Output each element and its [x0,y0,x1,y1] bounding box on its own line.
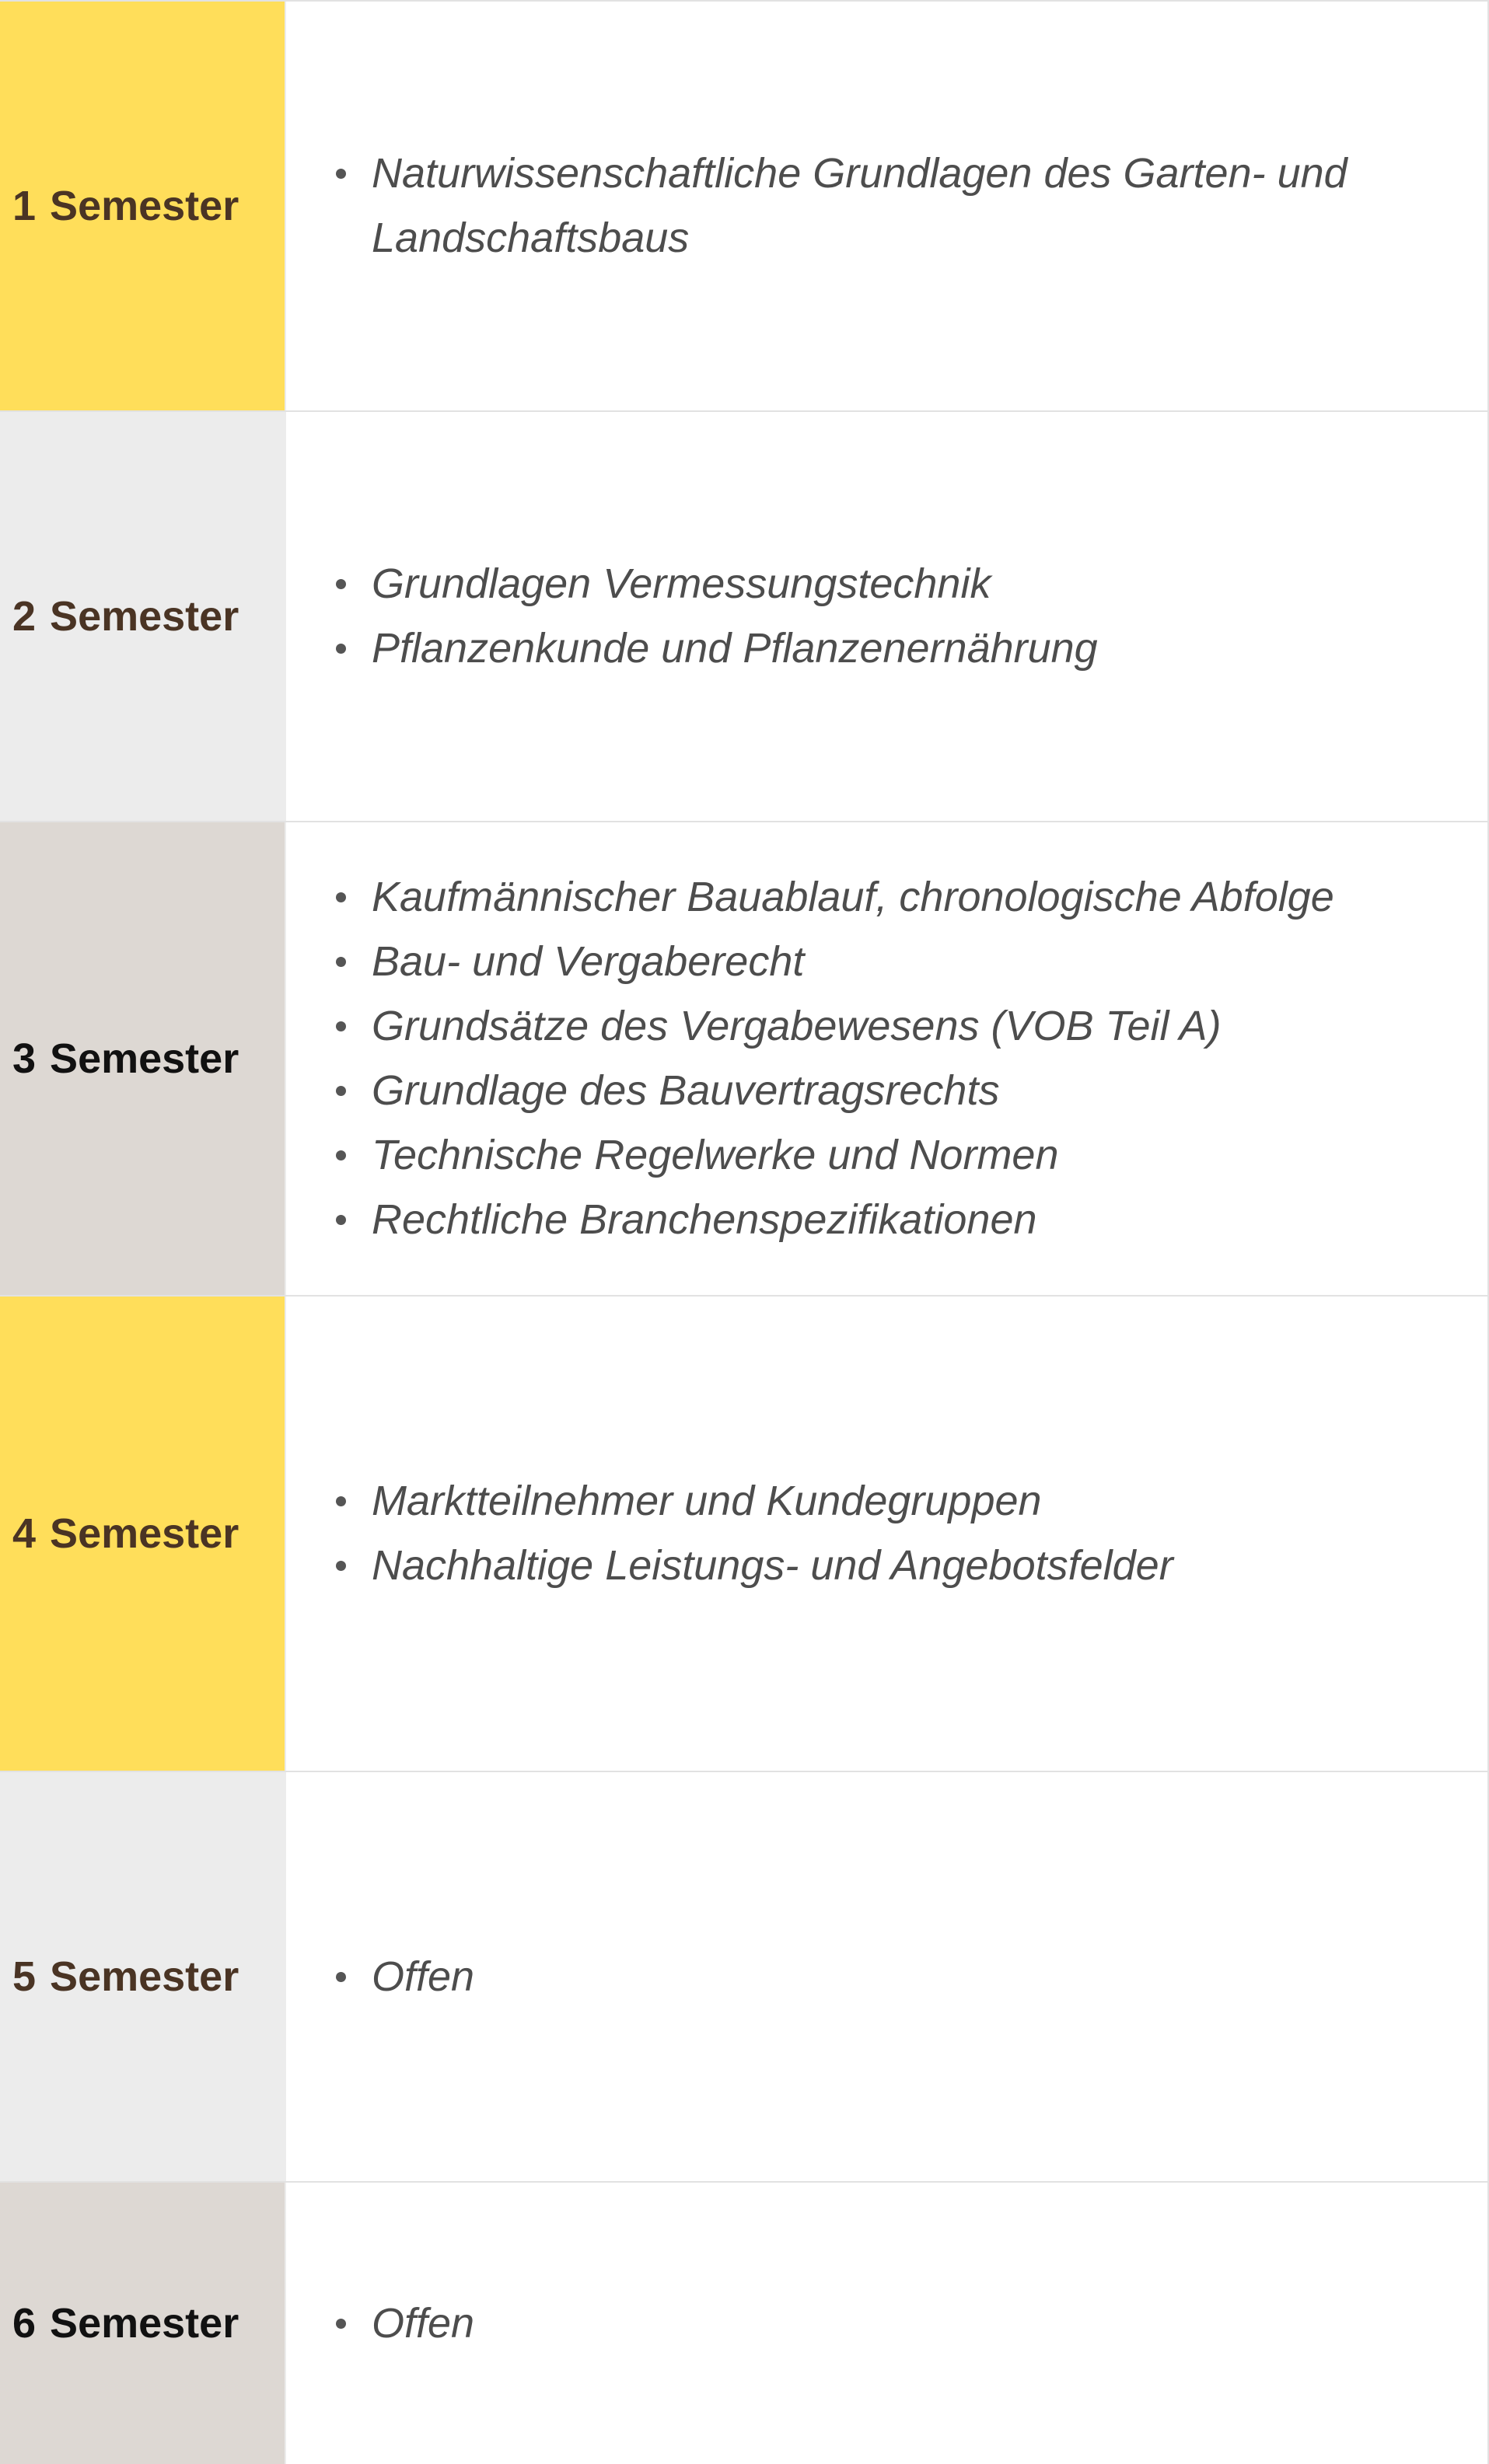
semester-label-4 [12,1509,239,1558]
semester-content-cell-5 [285,1772,1489,2181]
course-item: Marktteilnehmer und Kundegruppen [372,1469,1487,1534]
course-list-3 [286,865,1487,1252]
course-item: Rechtliche Branchenspezifikationen [372,1188,1487,1252]
semester-row-5 [0,1772,1489,2183]
semester-number: 1 [12,183,37,229]
course-item: Naturwissenschaftliche Grundlagen des Garten- und Landschaftsbaus [372,141,1487,270]
course-item: Bau- und Vergaberecht [372,930,1487,994]
semester-word: Semester [50,2300,239,2347]
course-item: Offen [372,2291,1487,2356]
course-list-5 [286,1945,1487,2009]
semester-content-cell-1 [285,2,1489,410]
semester-word: Semester [50,1953,239,2000]
course-item: Grundsätze des Vergabewesens (VOB Teil A) [372,994,1487,1059]
semester-label-3 [12,1035,239,1083]
semester-label-5 [12,1953,239,2001]
semester-number: 5 [12,1953,37,2000]
semester-number: 4 [12,1510,37,1557]
course-item: Pflanzenkunde und Pflanzenernährung [372,616,1487,681]
semester-content-cell-4 [285,1297,1489,1771]
semester-row-1 [0,2,1489,412]
semester-number: 6 [12,2300,37,2347]
course-item: Grundlage des Bauvertragsrechts [372,1059,1487,1123]
semester-content-cell-3 [285,822,1489,1295]
course-item: Offen [372,1945,1487,2009]
semester-number: 3 [12,1035,37,1082]
semester-number: 2 [12,593,37,640]
semester-row-3 [0,822,1489,1297]
semester-word: Semester [50,183,239,229]
semester-label-cell-6 [0,2183,285,2464]
semester-row-4 [0,1297,1489,1772]
semester-label-cell-4 [0,1297,285,1771]
semester-word: Semester [50,1035,239,1082]
course-item: Grundlagen Vermessungstechnik [372,552,1487,616]
semester-label-cell-3 [0,822,285,1295]
semester-row-6 [0,2183,1489,2464]
course-list-1 [286,141,1487,270]
semester-content-cell-6 [285,2183,1489,2464]
semester-label-6 [12,2299,239,2347]
semester-row-2 [0,412,1489,822]
course-list-4 [286,1469,1487,1598]
semester-word: Semester [50,1510,239,1557]
semester-label-2 [12,592,239,640]
semester-label-cell-1 [0,2,285,410]
semester-label-cell-5 [0,1772,285,2181]
course-list-2 [286,552,1487,681]
semester-label-1 [12,182,239,230]
course-item: Technische Regelwerke und Normen [372,1123,1487,1188]
semester-label-cell-2 [0,412,285,821]
course-list-6 [286,2291,1487,2356]
semester-word: Semester [50,593,239,640]
semester-content-cell-2 [285,412,1489,821]
course-item: Kaufmännischer Bauablauf, chronologische Abfolge [372,865,1487,930]
course-item: Nachhaltige Leistungs- und Angebotsfelder [372,1534,1487,1598]
